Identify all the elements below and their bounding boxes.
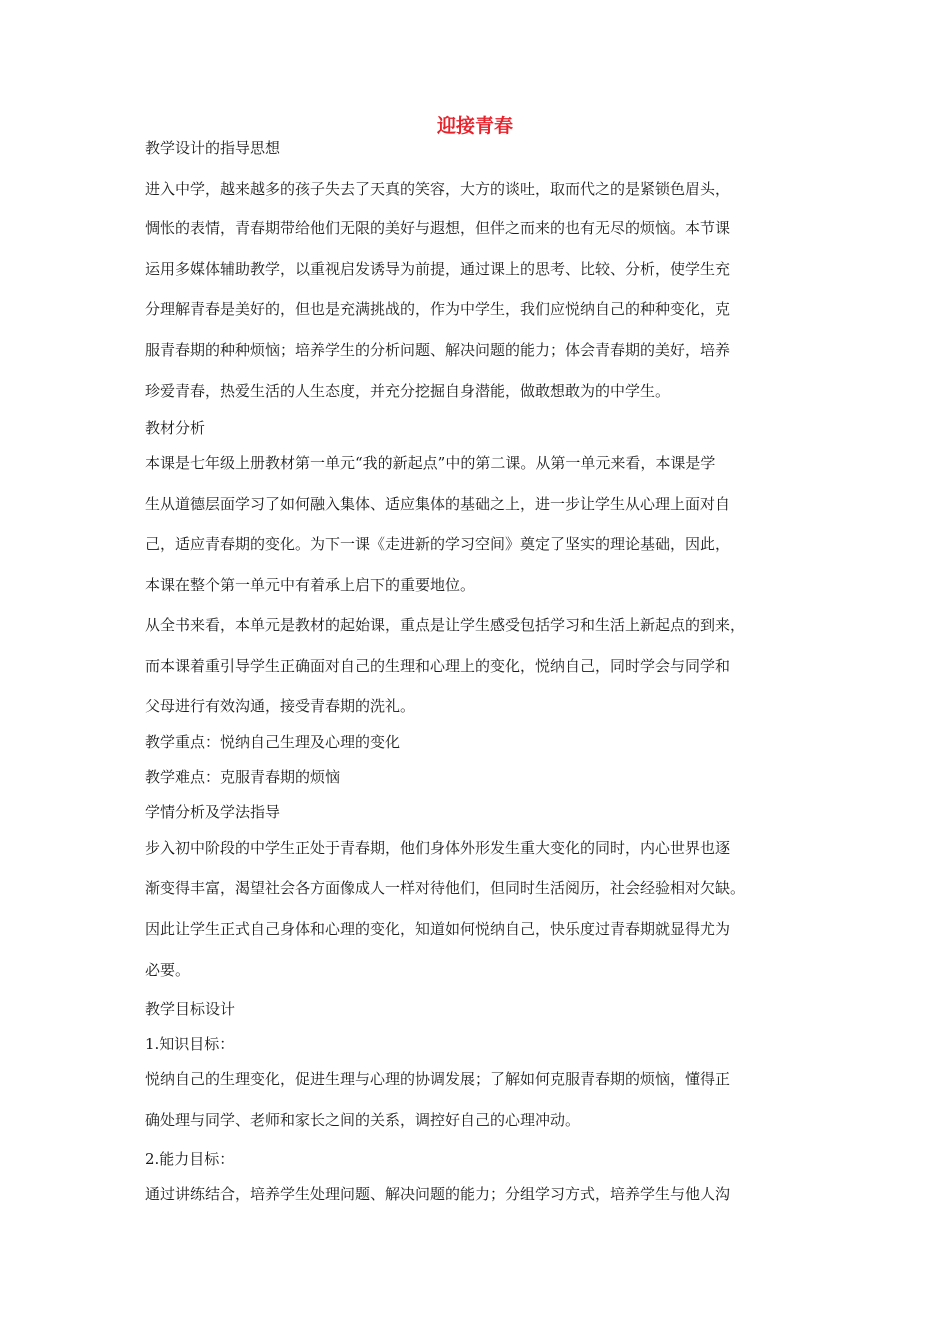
paragraph-line: 惆怅的表情，青春期带给他们无限的美好与遐想，但伴之而来的也有无尽的烦恼。本节课 (145, 219, 731, 237)
paragraph-line: 本课是七年级上册教材第一单元“我的新起点”中的第二课。从第一单元来看，本课是学 (145, 454, 716, 472)
objective-heading-knowledge: 1.知识目标： (145, 1035, 235, 1053)
paragraph-line: 父母进行有效沟通，接受青春期的洗礼。 (145, 697, 416, 715)
paragraph-line: 分理解青春是美好的，但也是充满挑战的，作为中学生，我们应悦纳自己的种种变化，克 (145, 300, 731, 318)
section-heading-textbook-analysis: 教材分析 (145, 419, 206, 437)
paragraph-line: 本课在整个第一单元中有着承上启下的重要地位。 (145, 576, 476, 594)
paragraph-line: 确处理与同学、老师和家长之间的关系，调控好自己的心理冲动。 (145, 1111, 581, 1129)
paragraph-line: 步入初中阶段的中学生正处于青春期，他们身体外形发生重大变化的同时，内心世界也逐 (145, 839, 731, 857)
paragraph-line: 通过讲练结合，培养学生处理问题、解决问题的能力；分组学习方式，培养学生与他人沟 (145, 1185, 731, 1203)
paragraph-line: 渐变得丰富，渴望社会各方面像成人一样对待他们，但同时生活阅历，社会经验相对欠缺。 (145, 879, 746, 897)
paragraph-line: 己，适应青春期的变化。为下一课《走进新的学习空间》奠定了坚实的理论基础，因此， (145, 535, 731, 553)
section-heading-guiding-ideas: 教学设计的指导思想 (145, 139, 281, 157)
paragraph-line: 必要。 (145, 961, 191, 979)
teaching-difficulty: 教学难点：克服青春期的烦恼 (145, 768, 341, 786)
objective-heading-ability: 2.能力目标： (145, 1150, 235, 1168)
paragraph-line: 进入中学，越来越多的孩子失去了天真的笑容，大方的谈吐，取而代之的是紧锁色眉头， (145, 180, 731, 198)
paragraph-line: 生从道德层面学习了如何融入集体、适应集体的基础之上，进一步让学生从心理上面对自 (145, 495, 731, 513)
paragraph-line: 悦纳自己的生理变化，促进生理与心理的协调发展；了解如何克服青春期的烦恼，懂得正 (145, 1070, 731, 1088)
section-heading-objectives: 教学目标设计 (145, 1000, 236, 1018)
paragraph-line: 而本课着重引导学生正确面对自己的生理和心理上的变化，悦纳自己，同时学会与同学和 (145, 657, 731, 675)
paragraph-line: 服青春期的种种烦恼；培养学生的分析问题、解决问题的能力；体会青春期的美好，培养 (145, 341, 731, 359)
teaching-key-point: 教学重点：悦纳自己生理及心理的变化 (145, 733, 401, 751)
document-title: 迎接青春 (436, 115, 513, 137)
paragraph-line: 珍爱青春，热爱生活的人生态度，并充分挖掘自身潜能，做敢想敢为的中学生。 (145, 382, 671, 400)
paragraph-line: 运用多媒体辅助教学，以重视启发诱导为前提，通过课上的思考、比较、分析，使学生充 (145, 260, 731, 278)
section-heading-learner-analysis: 学情分析及学法指导 (145, 803, 281, 821)
paragraph-line: 因此让学生正式自己身体和心理的变化，知道如何悦纳自己，快乐度过青春期就显得尤为 (145, 920, 731, 938)
paragraph-line: 从全书来看，本单元是教材的起始课，重点是让学生感受包括学习和生活上新起点的到来， (145, 616, 746, 634)
